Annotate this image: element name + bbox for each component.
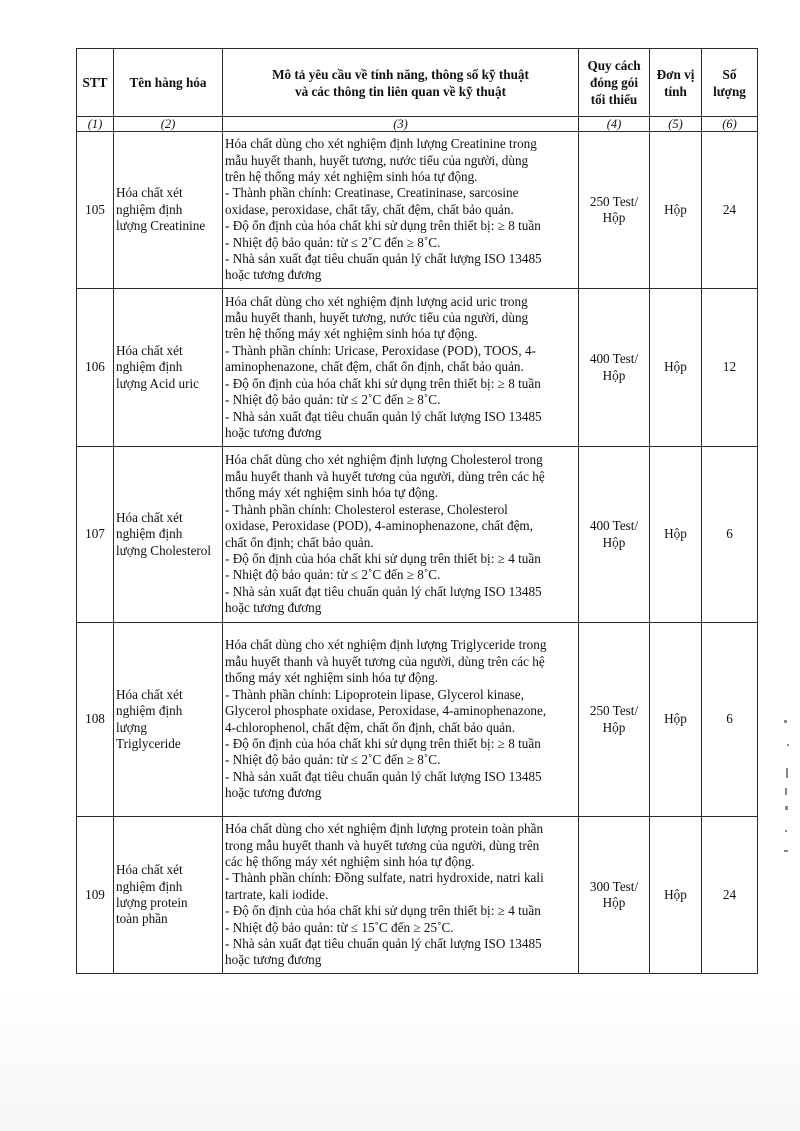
- page-bottom-shade: [0, 990, 800, 1131]
- row-packaging: 400 Test/ Hộp: [579, 289, 650, 447]
- scan-margin-marks: [780, 700, 794, 860]
- row-packaging: 400 Test/ Hộp: [579, 447, 650, 623]
- header-unit: Đơn vị tính: [650, 49, 702, 117]
- row-unit: Hộp: [650, 623, 702, 817]
- row-item-name: Hóa chất xét nghiệm định lượng protein toàn phần: [114, 817, 223, 974]
- row-unit: Hộp: [650, 289, 702, 447]
- row-quantity: 12: [702, 289, 758, 447]
- column-number-row: [77, 117, 758, 132]
- row-description: Hóa chất dùng cho xét nghiệm định lượng protein toàn phần trong mẫu huyết thanh và huyết tương của người, dùng trên các hệ thống máy xét nghiệm sinh hóa tự động. - Thành phần chính: Đồng sulfate, natri hydroxide, natri kali tartrate, kali iodide. - Độ ổn định của hóa chất khi sử dụng trên thiết bị: ≥ 4 tuần - Nhiệt độ bảo quản: từ ≤ 15˚C đến ≥ 25˚C. - Nhà sản xuất đạt tiêu chuẩn quản lý chất lượng ISO 13485 hoặc tương đương: [223, 817, 579, 974]
- table-row: [77, 132, 758, 289]
- header-quantity: Số lượng: [702, 49, 758, 117]
- chemical-items-table: [76, 48, 758, 974]
- table-header-row: [77, 49, 758, 117]
- column-number: (2): [114, 117, 223, 132]
- header-item-name: Tên hàng hóa: [114, 49, 223, 117]
- row-item-name: Hóa chất xét nghiệm định lượng Cholesterol: [114, 447, 223, 623]
- row-stt: 108: [77, 623, 114, 817]
- column-number: (5): [650, 117, 702, 132]
- row-unit: Hộp: [650, 817, 702, 974]
- column-number: (4): [579, 117, 650, 132]
- row-item-name: Hóa chất xét nghiệm định lượng Acid uric: [114, 289, 223, 447]
- header-packaging: Quy cách đóng gói tối thiểu: [579, 49, 650, 117]
- row-description: Hóa chất dùng cho xét nghiệm định lượng Creatinine trong mẫu huyết thanh, huyết tương, nước tiểu của người, dùng trên hệ thống máy xét nghiệm sinh hóa tự động. - Thành phần chính: Creatinase, Creatininase, sarcosine oxidase, peroxidase, chất tẩy, chất đệm, chất bảo quản. - Độ ổn định của hóa chất khi sử dụng trên thiết bị: ≥ 8 tuần - Nhiệt độ bảo quản: từ ≤ 2˚C đến ≥ 8˚C. - Nhà sản xuất đạt tiêu chuẩn quản lý chất lượng ISO 13485 hoặc tương đương: [223, 132, 579, 289]
- column-number: (1): [77, 117, 114, 132]
- row-quantity: 6: [702, 623, 758, 817]
- row-description: Hóa chất dùng cho xét nghiệm định lượng Triglyceride trong mẫu huyết thanh và huyết tương của người, dùng trên các hệ thống máy xét nghiệm sinh hóa tự động. - Thành phần chính: Lipoprotein lipase, Glycerol kinase, Glycerol phosphate oxidase, Peroxidase, 4-aminophenazone, 4-chlorophenol, chất đệm, chất ổn định, chất bảo quản. - Độ ổn định của hóa chất khi sử dụng trên thiết bị: ≥ 8 tuần - Nhiệt độ bảo quản: từ ≤ 2˚C đến ≥ 8˚C. - Nhà sản xuất đạt tiêu chuẩn quản lý chất lượng ISO 13485 hoặc tương đương: [223, 623, 579, 817]
- row-quantity: 24: [702, 132, 758, 289]
- row-description: Hóa chất dùng cho xét nghiệm định lượng acid uric trong mẫu huyết thanh, huyết tương, nước tiểu của người, dùng trên hệ thống máy xét nghiệm sinh hóa tự động. - Thành phần chính: Uricase, Peroxidase (POD), TOOS, 4- aminophenazone, chất đệm, chất ổn định, chất bảo quản. - Độ ổn định của hóa chất khi sử dụng trên thiết bị: ≥ 8 tuần - Nhiệt độ bảo quản: từ ≤ 2˚C đến ≥ 8˚C. - Nhà sản xuất đạt tiêu chuẩn quản lý chất lượng ISO 13485 hoặc tương đương: [223, 289, 579, 447]
- header-stt: STT: [77, 49, 114, 117]
- row-packaging: 300 Test/ Hộp: [579, 817, 650, 974]
- header-description: Mô tả yêu cầu về tính năng, thông số kỹ thuật và các thông tin liên quan về kỹ thuật: [223, 49, 579, 117]
- row-stt: 106: [77, 289, 114, 447]
- row-unit: Hộp: [650, 132, 702, 289]
- row-quantity: 24: [702, 817, 758, 974]
- table-row: [77, 623, 758, 817]
- row-packaging: 250 Test/ Hộp: [579, 132, 650, 289]
- column-number: (6): [702, 117, 758, 132]
- table-row: [77, 289, 758, 447]
- row-item-name: Hóa chất xét nghiệm định lượng Creatinine: [114, 132, 223, 289]
- row-unit: Hộp: [650, 447, 702, 623]
- column-number: (3): [223, 117, 579, 132]
- row-quantity: 6: [702, 447, 758, 623]
- row-item-name: Hóa chất xét nghiệm định lượng Triglyceride: [114, 623, 223, 817]
- row-stt: 105: [77, 132, 114, 289]
- row-packaging: 250 Test/ Hộp: [579, 623, 650, 817]
- table-row: [77, 447, 758, 623]
- table-row: [77, 817, 758, 974]
- row-stt: 107: [77, 447, 114, 623]
- row-stt: 109: [77, 817, 114, 974]
- row-description: Hóa chất dùng cho xét nghiệm định lượng Cholesterol trong mẫu huyết thanh và huyết tương của người, dùng trên các hệ thống máy xét nghiệm sinh hóa tự động. - Thành phần chính: Cholesterol esterase, Cholesterol oxidase, Peroxidase (POD), 4-aminophenazone, chất đệm, chất ổn định; chất bảo quản. - Độ ổn định của hóa chất khi sử dụng trên thiết bị: ≥ 4 tuần - Nhiệt độ bảo quản: từ ≤ 2˚C đến ≥ 8˚C. - Nhà sản xuất đạt tiêu chuẩn quản lý chất lượng ISO 13485 hoặc tương đương: [223, 447, 579, 623]
